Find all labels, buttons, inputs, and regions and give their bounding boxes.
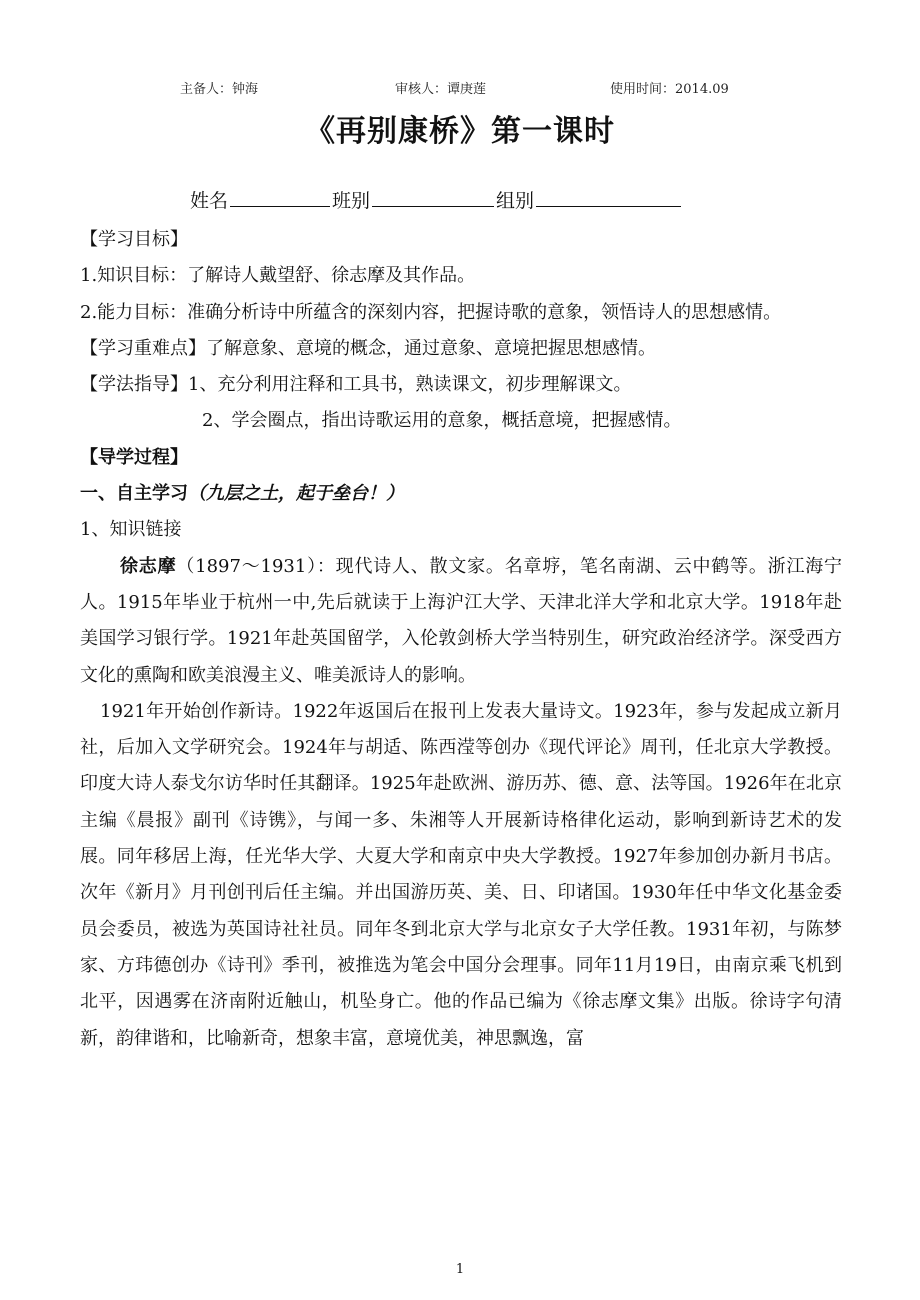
method-label: 【学法指导】 [80, 374, 188, 396]
key-points-label: 【学习重难点】 [80, 337, 206, 359]
goals-heading: 【学习目标】 [80, 229, 188, 250]
main-content [80, 222, 842, 1057]
name-label: 姓名 [190, 190, 229, 212]
class-blank[interactable] [372, 188, 494, 207]
method-item-2: 2、学会圈点，指出诗歌运用的意象，概括意境，把握感情。 [202, 410, 682, 432]
process-heading: 【导学过程】 [80, 446, 188, 468]
group-blank[interactable] [536, 188, 681, 207]
knowledge-link: 1、知识链接 [80, 519, 182, 541]
goal-knowledge: 1.知识目标：了解诗人戴望舒、徐志摩及其作品。 [80, 265, 476, 287]
class-label: 班别 [332, 190, 371, 212]
student-info-line [190, 186, 683, 213]
goal-ability: 2.能力目标：准确分析诗中所蕴含的深刻内容，把握诗歌的意象，领悟诗人的思想感情。 [80, 301, 782, 323]
self-study-heading [80, 476, 842, 512]
group-label: 组别 [496, 190, 535, 212]
self-study-motto: （九层之土，起于垒台！） [188, 483, 404, 505]
bio-paragraph-2: 1921年开始创作新诗。1922年返国后在报刊上发表大量诗文。1923年，参与发起成立新月社，后加入文学研究会。1924年与胡适、陈西滢等创办《现代评论》周刊，任北京大学教授。印度大诗人泰戈尔访华时任其翻译。1925年赴欧洲、游历苏、德、意、法等国。1926年在北京主编《晨报》副刊《诗镌》，与闻一多、朱湘等人开展新诗格律化运动，影响到新诗艺术的发展。同年移居上海，任光华大学、大夏大学和南京中央大学教授。1927年参加创办新月书店。次年《新月》月刊创刊后任主编。并出国游历英、美、日、印诸国。1930年任中华文化基金委员会委员，被选为英国诗社社员。同年冬到北京大学与北京女子大学任教。1931年初，与陈梦家、方玮德创办《诗刊》季刊，被推选为笔会中国分会理事。同年11月19日，由南京乘飞机到北平，因遇雾在济南附近触山，机坠身亡。他的作品已编为《徐志摩文集》出版。徐诗字句清新，韵律谐和，比喻新奇，想象丰富，意境优美，神思飘逸，富 [80, 700, 842, 1049]
key-points [80, 331, 842, 367]
key-points-text: 了解意象、意境的概念，通过意象、意境把握思想感情。 [206, 337, 656, 359]
self-study-title: 一、自主学习 [80, 483, 188, 505]
header-date: 使用时间：2014.09 [610, 82, 729, 97]
bio-name: 徐志摩 [120, 555, 177, 577]
page-number: 1 [455, 1262, 465, 1277]
method-item-1: 1、充分利用注释和工具书，熟读课文，初步理解课文。 [188, 374, 632, 396]
method-guide [80, 367, 842, 403]
header-author: 主备人：钟海 [180, 82, 259, 97]
name-blank[interactable] [230, 188, 330, 207]
bio-paragraph-1 [80, 549, 842, 694]
page-title: 《再别康桥》第一课时 [305, 114, 615, 149]
header-reviewer: 审核人：谭庚莲 [395, 82, 487, 97]
bio-text-1: （1897～1931）：现代诗人、散文家。名章垿，笔名南湖、云中鹤等。浙江海宁人。1915年毕业于杭州一中,先后就读于上海沪江大学、天津北洋大学和北京大学。1918年赴美国学习银行学。1921年赴英国留学，入伦敦剑桥大学当特别生，研究政治经济学。深受西方文化的熏陶和欧美浪漫主义、唯美派诗人的影响。 [80, 555, 843, 686]
